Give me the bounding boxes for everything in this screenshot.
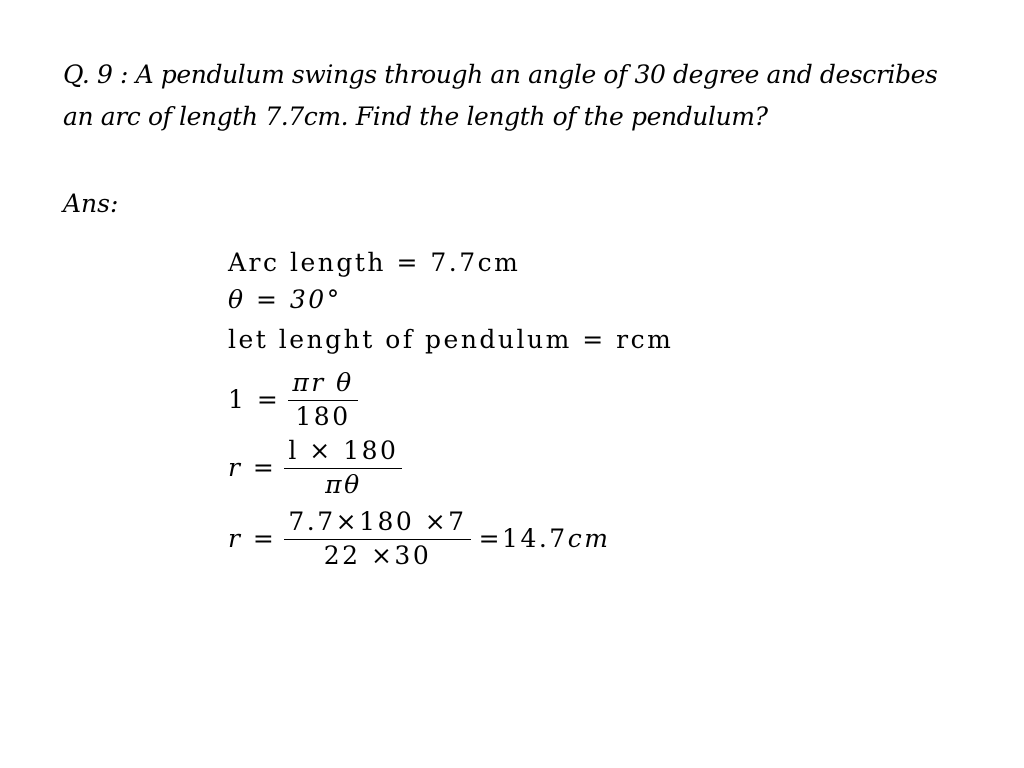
solution-line-arc-length xyxy=(228,248,520,277)
result-lhs: r = xyxy=(228,524,277,553)
formula-lhs: 1 = xyxy=(228,385,281,414)
solution-line-result xyxy=(228,507,610,570)
question-text: Q. 9 : A pendulum swings through an angle of 30 degree and describes an arc of length 7.7cm. Find the length of the pendulum? xyxy=(63,60,938,131)
let-statement: let lenght of pendulum = rcm xyxy=(228,325,674,354)
rearranged-denominator: πθ xyxy=(325,470,362,499)
formula-denominator: 180 xyxy=(295,402,351,431)
solution-line-let xyxy=(228,325,673,354)
rearranged-numerator: l × 180 xyxy=(284,436,402,469)
solution-line-rearranged xyxy=(228,436,410,499)
result-numerator: 7.7×180 ×7 xyxy=(284,507,470,540)
result-denominator: 22 ×30 xyxy=(323,541,432,570)
result-value: 14.7 xyxy=(502,524,568,553)
angle-statement: θ = 30° xyxy=(228,285,342,314)
result-equals: = xyxy=(478,524,503,553)
solution-line-angle xyxy=(228,285,342,314)
rearranged-fraction xyxy=(284,436,402,499)
result-fraction xyxy=(284,507,470,570)
solution-line-formula xyxy=(228,368,366,431)
arc-length-statement: Arc length = 7.7cm xyxy=(228,248,521,277)
result-unit: cm xyxy=(567,524,611,553)
answer-label: Ans: xyxy=(63,189,119,218)
formula-numerator: πr θ xyxy=(288,368,357,401)
formula-fraction xyxy=(288,368,357,431)
rearranged-lhs: r = xyxy=(228,453,277,482)
